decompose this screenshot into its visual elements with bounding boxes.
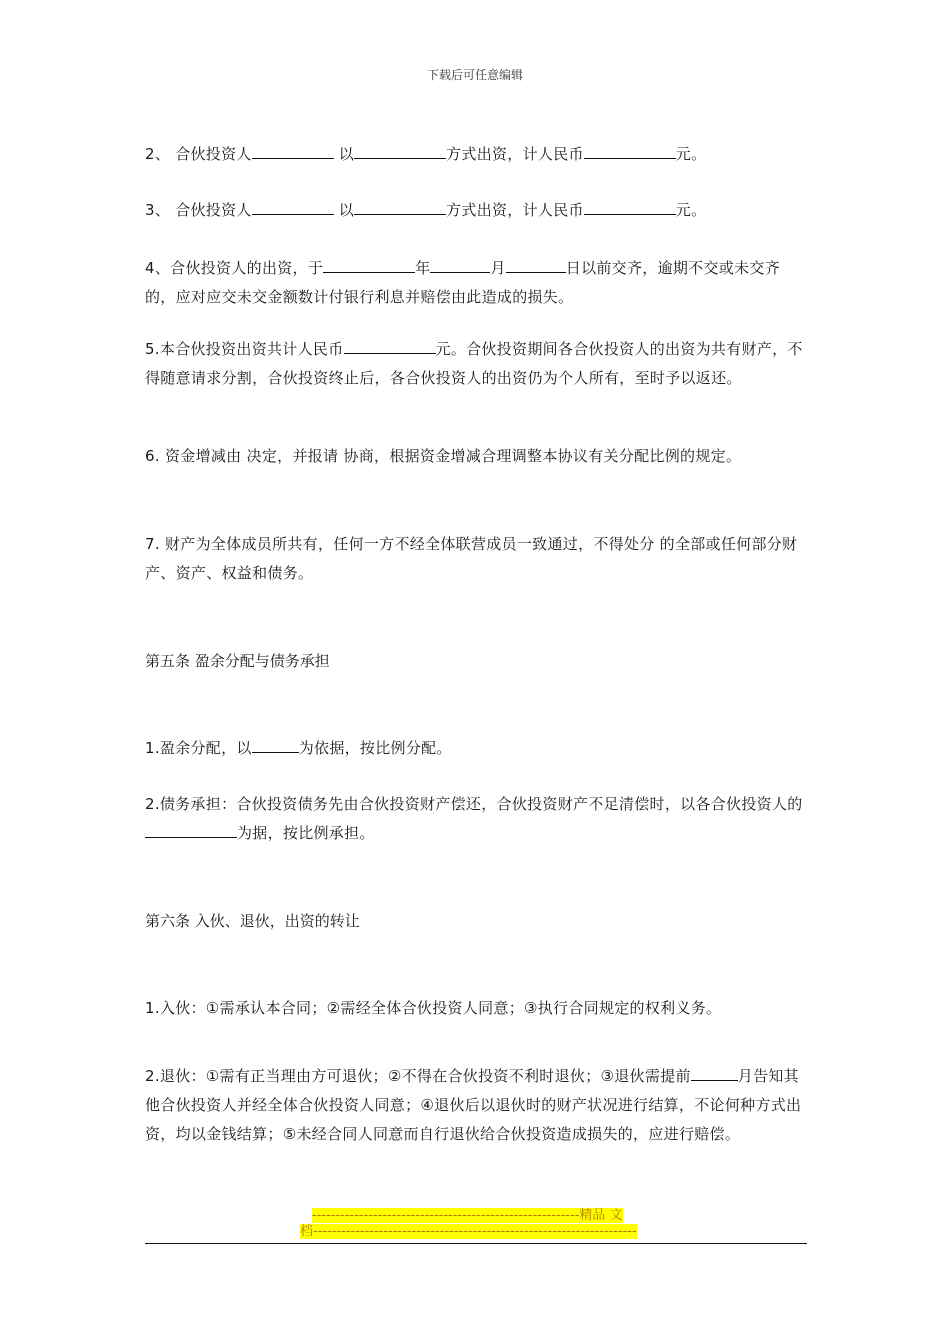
blank-field bbox=[584, 141, 676, 159]
debt-liability: 2.债务承担：合伙投资债务先由合伙投资财产偿还，合伙投资财产不足清偿时，以各合伙投资人的为据，按比例承担。 bbox=[145, 795, 803, 842]
section-6-title: 第六条 入伙、退伙，出资的转让 bbox=[145, 912, 360, 930]
clause-7: 7. 财产为全体成员所共有，任何一方不经全体联营成员一致通过，不得处分 的全部或任何部分财产、资产、权益和债务。 bbox=[145, 535, 798, 582]
blank-field bbox=[323, 255, 415, 273]
blank-field bbox=[584, 197, 676, 215]
blank-field bbox=[252, 197, 334, 215]
clause-2: 2、 合伙投资人 以 方式出资，计人民币 元。 bbox=[145, 140, 810, 169]
blank-field bbox=[344, 336, 436, 354]
blank-field bbox=[252, 141, 334, 159]
clause-5: 5.本合伙投资出资共计人民币 元。合伙投资期间各合伙投资人的出资为共有财产，不得随意请求分割，合伙投资终止后，各合伙投资人的出资仍为个人所有，至时予以返还。 bbox=[145, 335, 810, 393]
clause-3: 3、 合伙投资人 以 方式出资，计人民币 元。 bbox=[145, 196, 810, 225]
blank-field bbox=[145, 820, 237, 838]
blank-field bbox=[691, 1063, 738, 1081]
blank-field bbox=[252, 735, 299, 753]
footer-divider bbox=[145, 1243, 807, 1244]
blank-field bbox=[354, 141, 446, 159]
profit-distribution: 1.盈余分配，以 为依据，按比例分配。 bbox=[145, 734, 810, 763]
blank-field bbox=[354, 197, 446, 215]
section-5-title: 第五条 盈余分配与债务承担 bbox=[145, 652, 330, 670]
blank-field bbox=[430, 255, 490, 273]
clause-4: 4、合伙投资人的出资，于 年 月 日以前交齐，逾期不交或未交齐的，应对应交未交金额数计付银行利息并赔偿由此造成的损失。 bbox=[145, 254, 810, 312]
blank-field bbox=[506, 255, 566, 273]
withdraw-partnership: 2.退伙：①需有正当理由方可退伙；②不得在合伙投资不利时退伙；③退伙需提前 月告知其他合伙投资人并经全体合伙投资人同意；④退伙后以退伙时的财产状况进行结算，不论何种方式出资，均以金钱结算；⑤未经合同人同意而自行退伙给合伙投资造成损失的，应进行赔偿。 bbox=[145, 1062, 810, 1149]
join-partnership: 1.入伙：①需承认本合同；②需经全体合伙投资人同意；③执行合同规定的权利义务。 bbox=[145, 999, 722, 1017]
footer-watermark: ---------------------------------------------------------精品 文 档--------------------------------------------------------------------- bbox=[300, 1208, 637, 1239]
page-header: 下载后可任意编辑 bbox=[426, 68, 523, 82]
clause-6: 6. 资金增减由 决定，并报请 协商，根据资金增减合理调整本协议有关分配比例的规定。 bbox=[145, 447, 742, 465]
